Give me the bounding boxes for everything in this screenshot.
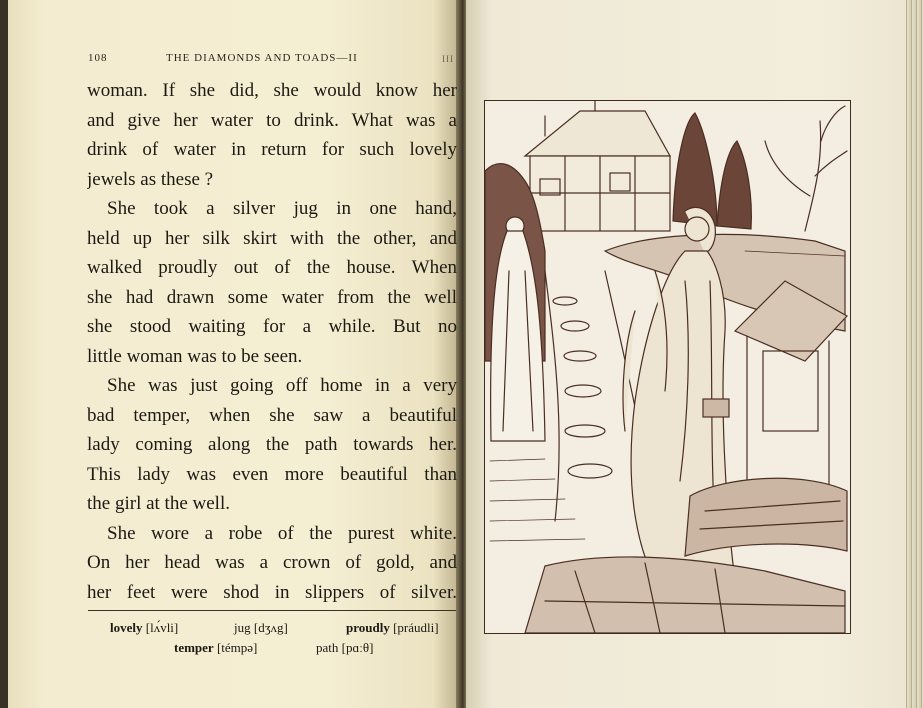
page-edges [904,0,923,708]
vocab-word: temper [174,640,214,655]
text-line: She took a silver jug in one hand, [107,198,457,219]
text-line: her feet were shod in slippers of silver. [87,581,457,603]
cypress-trees-drawing [673,113,751,229]
running-header [88,52,458,68]
footnote-rule [88,610,456,611]
illustration-drawing [485,101,850,633]
text-line: jewels as these ? [87,168,214,190]
vocab-phonetic: [práudli] [393,620,439,635]
text-line: drink of water in return for such lovely [87,139,457,160]
text-line: she had drawn some water from the well [87,286,457,308]
right-page [466,0,906,708]
vocab-item [174,640,257,656]
vocab-item [110,620,178,636]
text-line: and give her water to drink. What was a [87,109,457,131]
text-line: She was just going off home in a very [107,375,457,396]
text-line: On her head was a crown of gold, and [87,552,457,573]
text-line: walked proudly out of the house. When [87,257,457,278]
text-line: lady coming along the path towards her. [87,434,457,455]
vocab-word: path [316,640,339,655]
story-text [87,76,457,607]
vocab-word: lovely [110,620,143,635]
text-line: bad temper, when she saw a beautiful [87,404,457,426]
vocab-item [234,620,288,636]
cottage-drawing [525,101,670,231]
vocab-word: jug [234,620,251,635]
text-line: woman. If she did, she would know her [87,80,457,101]
flagstones-drawing [525,557,845,633]
vocab-phonetic: [pɑːθ] [341,640,374,655]
silver-jug-drawing [703,399,729,417]
text-line: she stood waiting for a while. But no [87,316,457,337]
bare-tree-drawing [765,106,847,231]
vocab-item [316,640,373,656]
text-line: little woman was to be seen. [87,345,303,367]
page-number: 108 [88,52,108,64]
vocab-phonetic: [témpə] [216,640,258,655]
vocab-word: proudly [346,620,390,635]
vocab-phonetic: [lʌ́vli] [145,620,179,635]
vocab-phonetic: [dʒʌg] [253,620,288,635]
text-line: She wore a robe of the purest white. [107,522,457,544]
illustration-plate [484,100,851,634]
vocab-item [346,620,439,636]
text-line: the girl at the well. [87,493,230,514]
text-line: This lady was even more beautiful than [87,463,457,485]
chapter-mark: III [442,54,454,64]
text-line: held up her silk skirt with the other, and [87,227,457,249]
running-title: THE DIAMONDS AND TOADS—II [166,52,358,64]
